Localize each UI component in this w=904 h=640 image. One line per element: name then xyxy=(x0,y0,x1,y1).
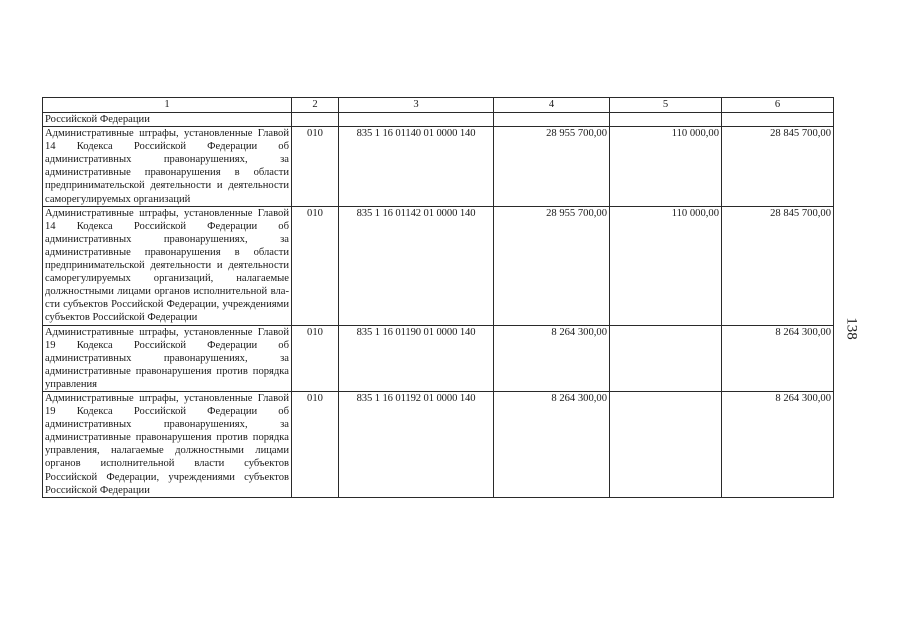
table-row xyxy=(43,325,834,391)
income-name-cell: Административные штрафы, установленные Главой 19 Кодекса Российской Федерации об административных правонарушениях, за административные правонарушения против порядка управления, налагаемые должностными лицами органов исполнительной власти субъектов Российской Федерации, учреждениями субъектов Российской Федерации xyxy=(43,391,292,497)
column-number: 2 xyxy=(292,98,339,113)
column-number: 5 xyxy=(610,98,722,113)
line-code-cell: 010 xyxy=(292,127,339,207)
continuation-cell: Российской Федерации xyxy=(43,113,292,127)
budget-code-cell: 835 1 16 01140 01 0000 140 xyxy=(339,127,494,207)
empty-cell xyxy=(494,113,610,127)
empty-cell xyxy=(292,113,339,127)
empty-cell xyxy=(339,113,494,127)
income-name-cell: Административные штрафы, установленные Главой 14 Кодекса Российской Федерации об административных правонарушениях, за административные правонарушения в области предпринимательской деятельности и деятельности саморегулируемых организаций, налагаемые должностными лицами органов исполнительной власти субъектов Российской Федерации, учреждениями субъектов Российской Федерации xyxy=(43,206,292,325)
line-code-cell: 010 xyxy=(292,391,339,497)
column-number: 4 xyxy=(494,98,610,113)
executed-amount-cell xyxy=(610,325,722,391)
budget-code-cell: 835 1 16 01190 01 0000 140 xyxy=(339,325,494,391)
table-row xyxy=(43,391,834,497)
budget-code-cell: 835 1 16 01142 01 0000 140 xyxy=(339,206,494,325)
approved-amount-cell: 8 264 300,00 xyxy=(494,325,610,391)
unexecuted-amount-cell: 28 845 700,00 xyxy=(722,206,834,325)
unexecuted-amount-cell: 8 264 300,00 xyxy=(722,325,834,391)
page-number: 138 xyxy=(843,317,860,340)
column-number-row xyxy=(43,98,834,113)
income-name-cell: Административные штрафы, установленные Главой 19 Кодекса Российской Федерации об административных правонарушениях, за административные правонарушения против порядка управления xyxy=(43,325,292,391)
unexecuted-amount-cell: 8 264 300,00 xyxy=(722,391,834,497)
budget-code-cell: 835 1 16 01192 01 0000 140 xyxy=(339,391,494,497)
income-name-cell: Административные штрафы, установленные Главой 14 Кодекса Российской Федерации об административных правонарушениях, за административные правонарушения в области предпринимательской деятельности и деятельности саморегулируемых организаций xyxy=(43,127,292,207)
continuation-row xyxy=(43,113,834,127)
table-row xyxy=(43,206,834,325)
line-code-cell: 010 xyxy=(292,206,339,325)
executed-amount-cell: 110 000,00 xyxy=(610,127,722,207)
executed-amount-cell xyxy=(610,391,722,497)
approved-amount-cell: 28 955 700,00 xyxy=(494,206,610,325)
approved-amount-cell: 8 264 300,00 xyxy=(494,391,610,497)
line-code-cell: 010 xyxy=(292,325,339,391)
empty-cell xyxy=(610,113,722,127)
column-number: 6 xyxy=(722,98,834,113)
revenue-table xyxy=(42,97,834,498)
column-number: 1 xyxy=(43,98,292,113)
approved-amount-cell: 28 955 700,00 xyxy=(494,127,610,207)
executed-amount-cell: 110 000,00 xyxy=(610,206,722,325)
unexecuted-amount-cell: 28 845 700,00 xyxy=(722,127,834,207)
column-number: 3 xyxy=(339,98,494,113)
empty-cell xyxy=(722,113,834,127)
table-row xyxy=(43,127,834,207)
